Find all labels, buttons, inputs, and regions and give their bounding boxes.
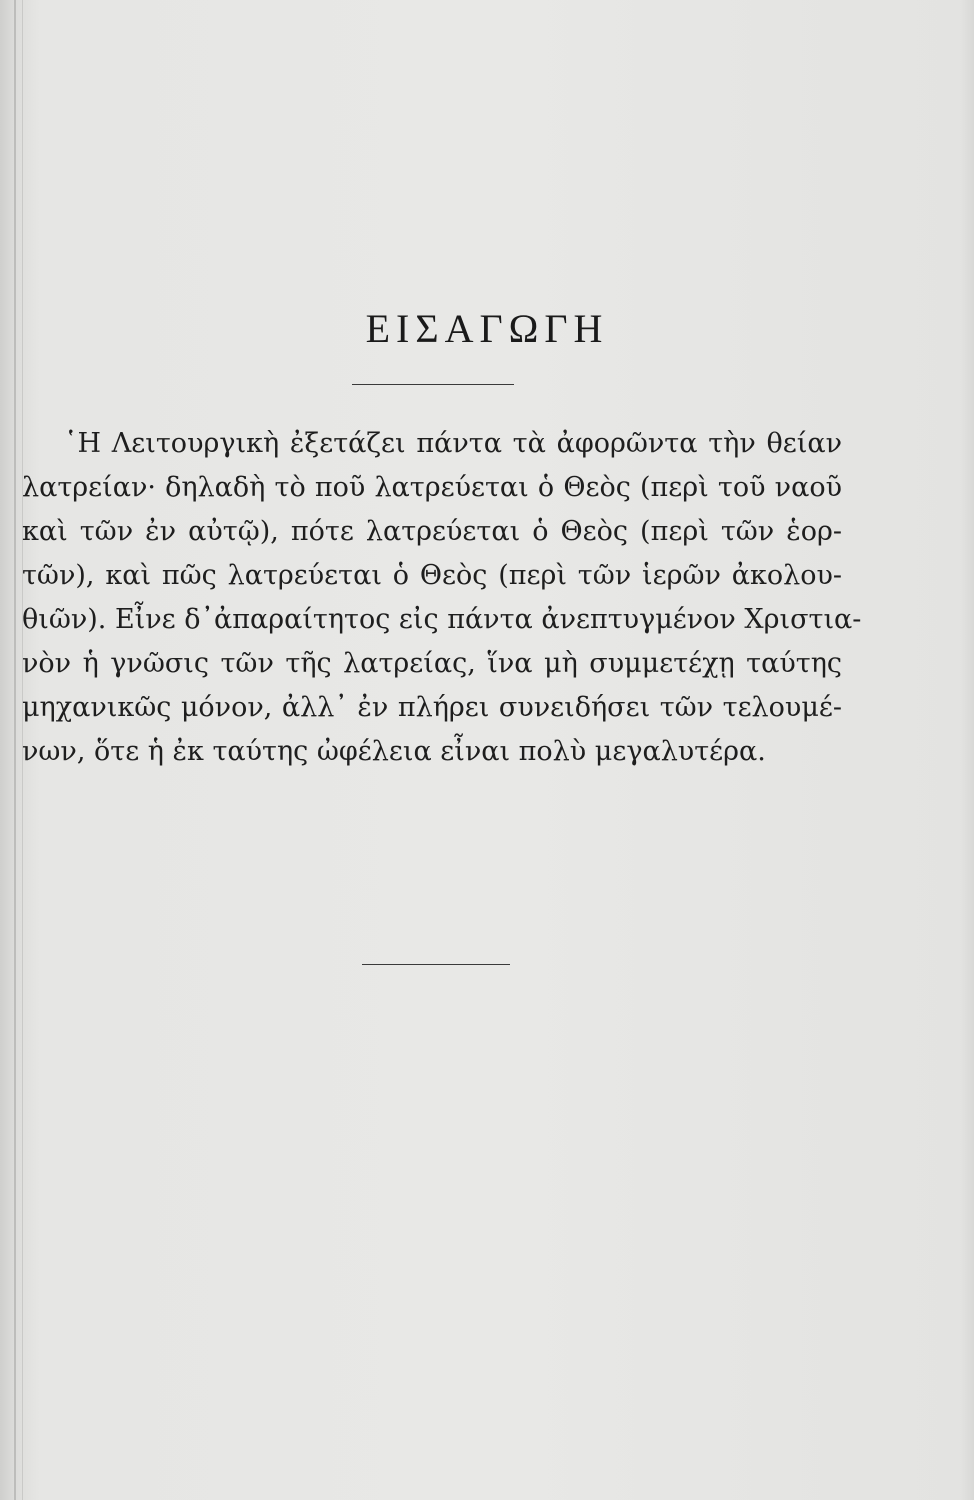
introduction-paragraph (22, 422, 862, 774)
end-divider-rule (362, 964, 510, 965)
paragraph-line: τῶν), καὶ πῶς λατρεύεται ὁ Θεὸς (περὶ τῶν ἱερῶν ἀκολου- (22, 560, 842, 591)
binding-gutter-line (14, 0, 16, 1500)
title-divider-rule (352, 384, 514, 385)
paragraph-line: νὸν ἡ γνῶσις τῶν τῆς λατρείας, ἵνα μὴ συμμετέχῃ ταύτης (22, 648, 842, 679)
chapter-title: ΕΙΣΑΓΩΓΗ (365, 306, 609, 351)
paragraph-line: νων, ὅτε ἡ ἐκ ταύτης ὠφέλεια εἶναι πολὺ μεγαλυτέρα. (22, 736, 766, 767)
paragraph-line: θιῶν). Εἶνε δ᾿ἀπαραίτητος εἰς πάντα ἀνεπτυγμένον Χριστια- (22, 604, 862, 635)
paragraph-line: λατρείαν· δηλαδὴ τὸ ποῦ λατρεύεται ὁ Θεὸς (περὶ τοῦ ναοῦ (22, 472, 842, 503)
paragraph-line: μηχανικῶς μόνον, ἀλλ᾿ ἐν πλήρει συνειδήσει τῶν τελουμέ- (22, 692, 842, 723)
paragraph-line: καὶ τῶν ἐν αὐτῷ), πότε λατρεύεται ὁ Θεὸς (περὶ τῶν ἑορ- (22, 516, 842, 547)
paragraph-line: ῾Η Λειτουργικὴ ἐξετάζει πάντα τὰ ἀφορῶντα τὴν θείαν (64, 428, 842, 459)
